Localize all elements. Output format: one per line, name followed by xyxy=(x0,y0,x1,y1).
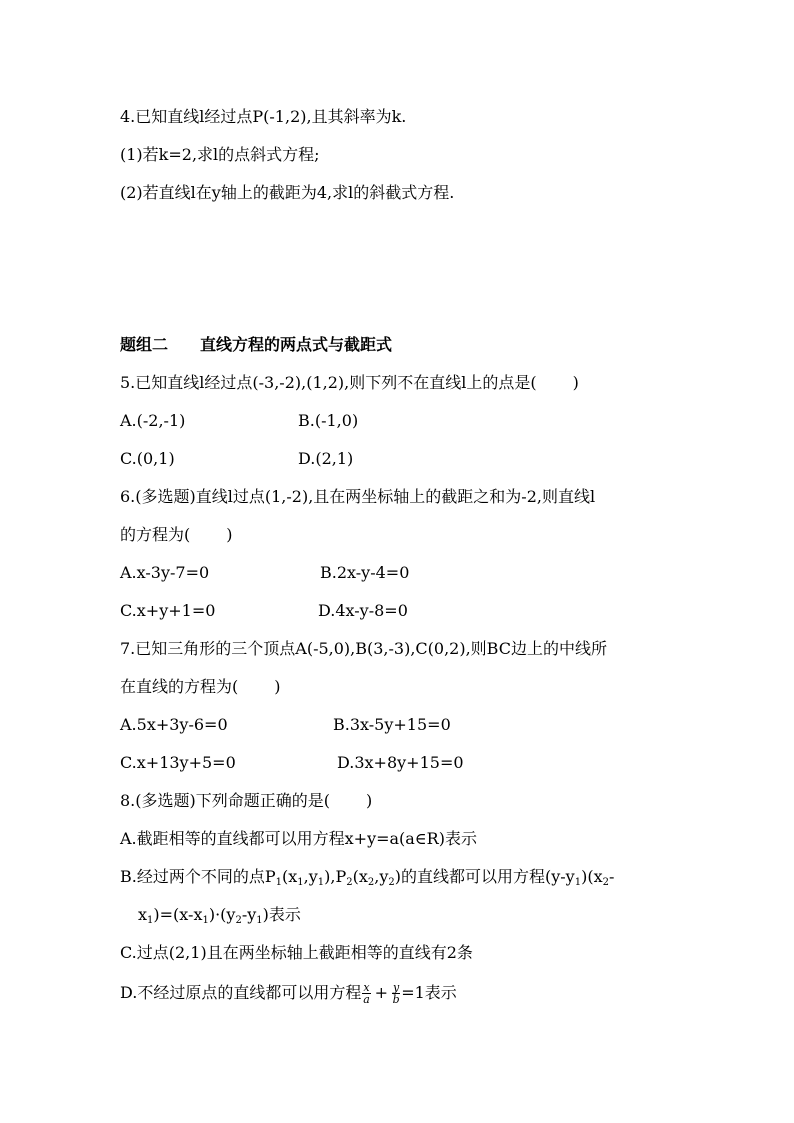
q8-paren-close: ) xyxy=(366,791,373,810)
q4-part2: (2)若直线l在y轴上的截距为4,求l的斜截式方程. xyxy=(120,183,455,202)
q7-stem2-text: 在直线的方程为( xyxy=(120,677,239,696)
q7-stem-line1: 7.已知三角形的三个顶点A(-5,0),B(3,-3),C(0,2),则BC边上的中线所 xyxy=(120,639,607,658)
q6-stem-line2 xyxy=(120,524,233,546)
q7-option-c: C.x+13y+5=0 xyxy=(120,753,236,772)
fraction-y-over-b: $\frac{y}{b}$ xyxy=(392,981,400,1006)
q6-option-a: A.x-3y-7=0 xyxy=(120,563,210,582)
q5-option-a: A.(-2,-1) xyxy=(120,411,186,430)
q5-stem xyxy=(120,372,579,394)
group2-label: 题组二 xyxy=(120,335,169,354)
q6-stem2-text: 的方程为( xyxy=(120,525,191,544)
q4-part1: (1)若k=2,求l的点斜式方程; xyxy=(120,145,320,164)
fraction-x-over-a: $\frac{x}{a}$ xyxy=(363,981,370,1006)
group2-title: 直线方程的两点式与截距式 xyxy=(200,335,393,354)
q8-option-c: C.过点(2,1)且在两坐标轴上截距相等的直线有2条 xyxy=(120,943,473,962)
q7-stem-line2 xyxy=(120,676,281,698)
q5-option-c: C.(0,1) xyxy=(120,449,175,468)
q6-option-c: C.x+y+1=0 xyxy=(120,601,216,620)
q5-option-b: B.(-1,0) xyxy=(298,411,359,430)
q6-stem-line1: 6.(多选题)直线l过点(1,-2),且在两坐标轴上的截距之和为-2,则直线l xyxy=(120,487,596,506)
q8-option-b-line2: $x_1)=(x-x_1)\cdot(y_2-y_1)$表示 xyxy=(138,905,301,926)
q5-paren-close: ) xyxy=(572,373,579,392)
q8-option-a: A.截距相等的直线都可以用方程x+y=a(a∈R)表示 xyxy=(120,829,477,848)
q7-paren-close: ) xyxy=(274,677,281,696)
q8-stem xyxy=(120,790,372,812)
q6-paren-close: ) xyxy=(226,525,233,544)
q7-option-d: D.3x+8y+15=0 xyxy=(337,753,464,772)
q8-stem-text: 8.(多选题)下列命题正确的是( xyxy=(120,791,330,810)
group2-heading xyxy=(120,334,392,356)
q5-stem-text: 5.已知直线l经过点(-3,-2),(1,2),则下列不在直线l上的点是( xyxy=(120,373,537,392)
q5-option-d: D.(2,1) xyxy=(298,449,354,468)
q7-option-b: B.3x-5y+15=0 xyxy=(333,715,451,734)
q6-option-d: D.4x-y-8=0 xyxy=(318,601,408,620)
q8-option-d: D.不经过原点的直线都可以用方程 $\frac{x}{a}$ + $\frac{y}{b}$ =1表示 xyxy=(120,981,457,1006)
q4-stem: 4.已知直线l经过点P(-1,2),且其斜率为k. xyxy=(120,107,407,126)
q7-option-a: A.5x+3y-6=0 xyxy=(120,715,228,734)
q8-option-b-line1: B.经过两个不同的点$P_1(x_1,y_1),P_2(x_2,y_2)$的直线都可以用方程$(y-y_1)(x_2-$ xyxy=(120,867,615,888)
q6-option-b: B.2x-y-4=0 xyxy=(320,563,410,582)
